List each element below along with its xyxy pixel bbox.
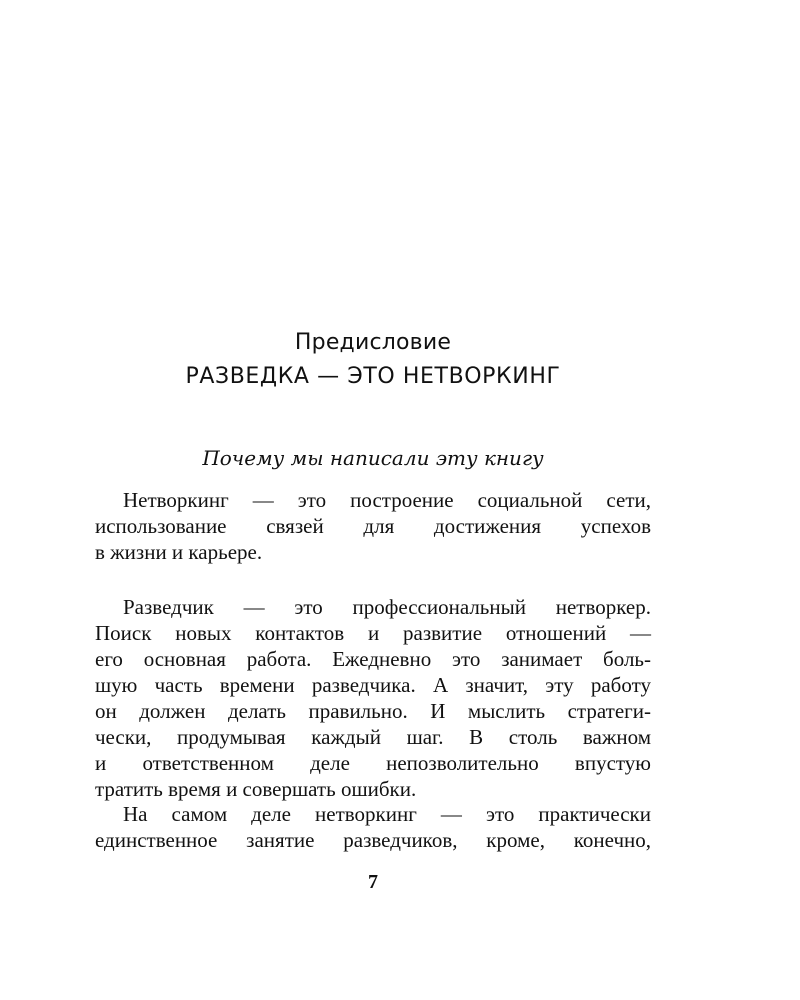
paragraph-line: Разведчик — это профессиональный нетворкер. [123, 595, 651, 619]
paragraph-line: шую часть времени разведчика. А значит, эту работу [95, 673, 651, 697]
paragraph-line: тратить время и совершать ошибки. [95, 777, 417, 801]
paragraph-line: использование связей для достижения успехов [95, 514, 651, 538]
section-title: Почему мы написали эту книгу [202, 446, 544, 470]
paragraph-line: чески, продумывая каждый шаг. В столь важном [95, 725, 651, 749]
paragraph-3 [95, 801, 651, 853]
paragraph-line: и ответственном деле непозволительно впустую [95, 751, 651, 775]
paragraph-line: единственное занятие разведчиков, кроме, конечно, [95, 828, 651, 852]
chapter-heading [0, 330, 746, 390]
paragraph-line: На самом деле нетворкинг — это практически [123, 802, 651, 826]
paragraph-line: его основная работа. Ежедневно это занимает боль- [95, 647, 651, 671]
paragraph-1 [95, 487, 651, 565]
paragraph-2 [95, 594, 651, 802]
paragraph-line: он должен делать правильно. И мыслить стратеги- [95, 699, 651, 723]
chapter-title: РАЗВЕДКА — ЭТО НЕТВОРКИНГ [185, 364, 561, 389]
paragraph-line: Поиск новых контактов и развитие отношений — [95, 621, 651, 645]
preface-label: Предисловие [294, 330, 452, 355]
paragraph-line: Нетворкинг — это построение социальной сети, [123, 488, 651, 512]
page-number: 7 [368, 871, 378, 893]
paragraph-line: в жизни и карьере. [95, 540, 263, 564]
